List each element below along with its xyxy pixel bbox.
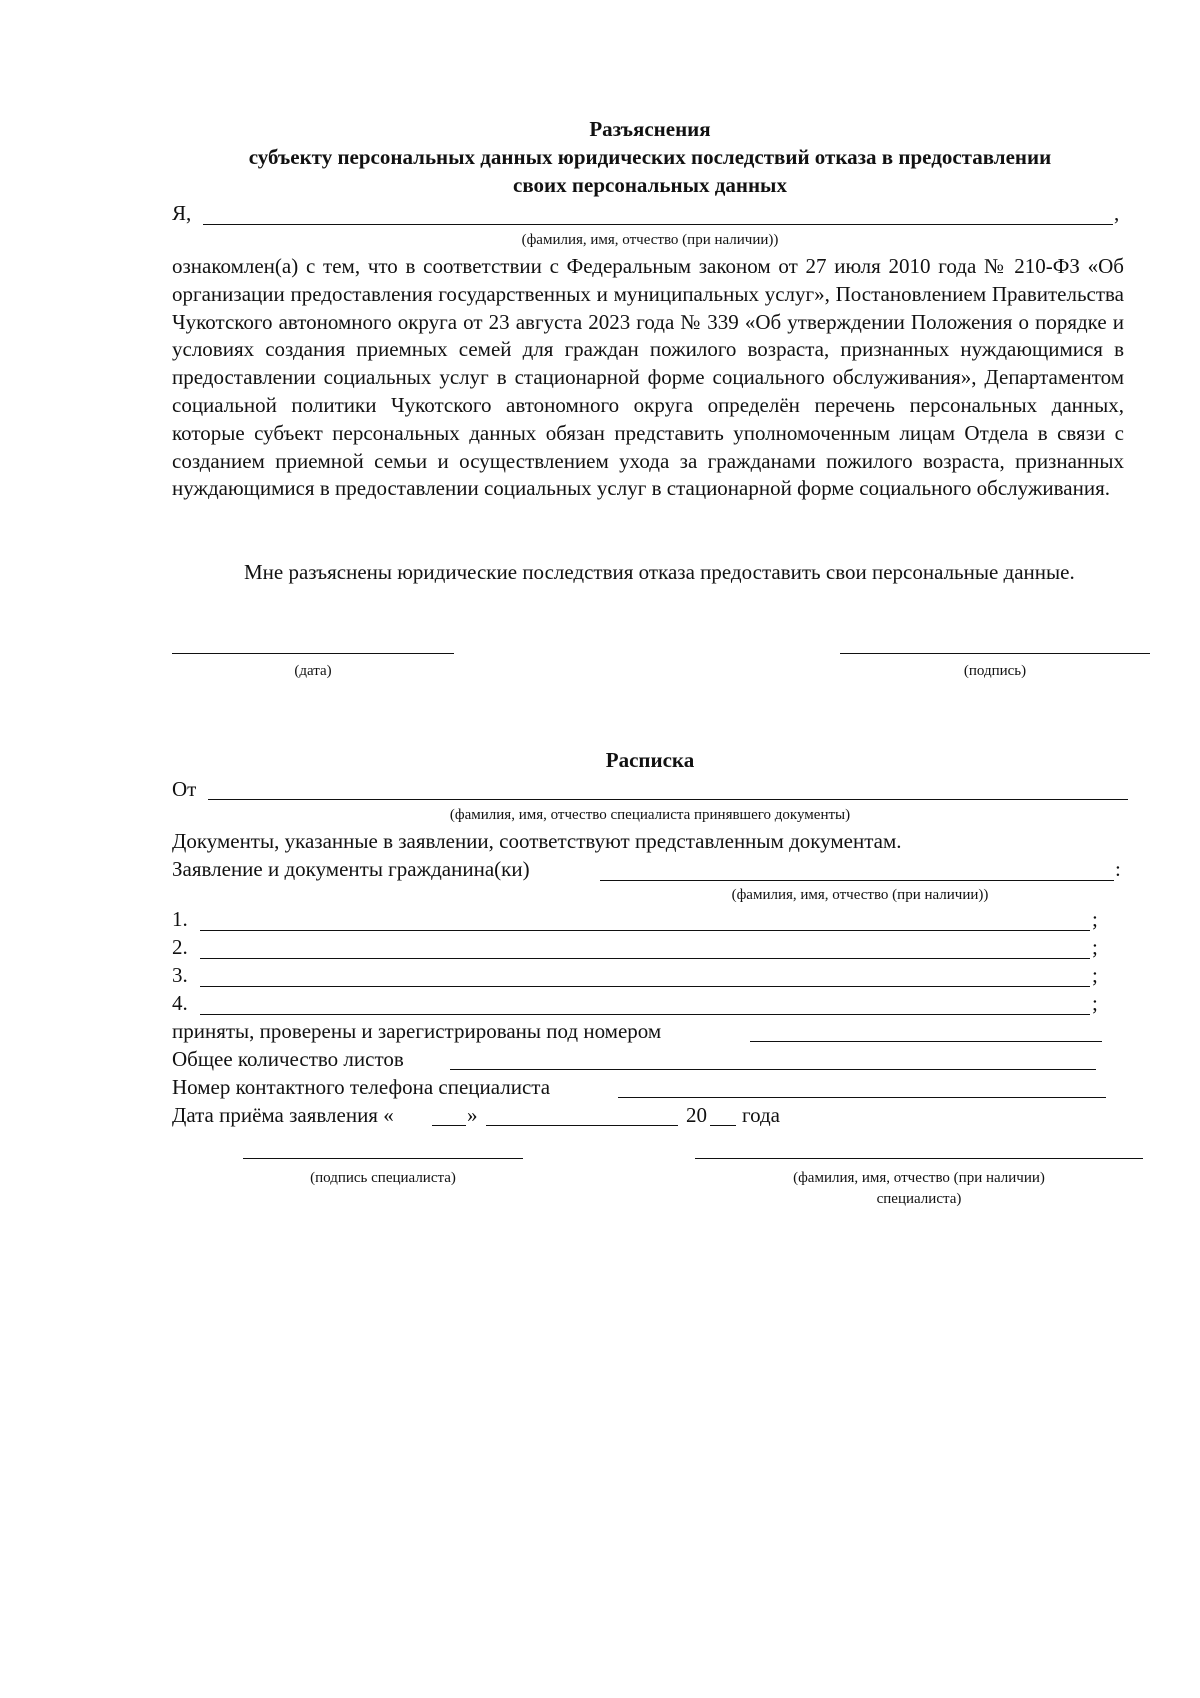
ya-comma: , <box>1114 201 1120 225</box>
specialist-fio-sign-line[interactable] <box>695 1158 1143 1159</box>
doc-item-line[interactable] <box>200 986 1090 987</box>
specialist-signature-line[interactable] <box>243 1158 523 1159</box>
phone-line[interactable] <box>618 1097 1106 1098</box>
explanation-subtitle-cont: своих персональных данных <box>513 173 787 197</box>
citizen-fio-line[interactable] <box>600 880 1114 881</box>
specialist-caption: (фамилия, имя, отчество специалиста принявшего документы) <box>449 807 851 823</box>
doc-item-line[interactable] <box>200 930 1090 931</box>
citizen-label: Заявление и документы гражданина(ки) <box>172 857 530 881</box>
receipt-title: Расписка <box>605 748 695 772</box>
fio-input-line[interactable] <box>203 224 1113 225</box>
doc-item-end: ; <box>1092 963 1098 987</box>
explanation-title: Разъяснения <box>589 117 711 141</box>
explanation-paragraph: ознакомлен(а) с тем, что в соответствии с Федеральным законом от 27 июля 2010 года № 210-ФЗ «Об организации предоставления государственных и муниципальных услуг», Постановлением Правительства Чукотского автономного округа от 23 августа 2023 года № 339 «Об утверждении Положения о порядке и условиях создания приемных семей для граждан пожилого возраста, признанных нуждающимися в предоставлении социальных услуг в стационарной форме социального обслуживания», Департаментом социальной политики Чукотского автономного округа определён перечень персональных данных, которые субъект персональных данных обязан представить уполномоченным лицам Отдела в связи с созданием приемной семьи и осуществлением ухода за гражданами пожилого возраста, признанных нуждающимися в предоставлении социальных услуг в стационарной форме социального обслуживания. <box>172 254 1124 501</box>
doc-item-number: 4. <box>172 991 188 1015</box>
citizen-colon: : <box>1115 857 1121 881</box>
day-line[interactable] <box>432 1125 466 1126</box>
specialist-fio-caption-cont: специалиста) <box>876 1191 962 1207</box>
phone-label: Номер контактного телефона специалиста <box>172 1075 551 1099</box>
date-quote-close: » <box>467 1103 478 1127</box>
ya-label: Я, <box>172 201 192 225</box>
registered-label: приняты, проверены и зарегистрированы под номером <box>172 1019 662 1043</box>
doc-item-end: ; <box>1092 991 1098 1015</box>
specialist-signature-caption: (подпись специалиста) <box>310 1170 456 1186</box>
doc-item-end: ; <box>1092 907 1098 931</box>
doc-item-end: ; <box>1092 935 1098 959</box>
explanation-subtitle: субъекту персональных данных юридических последствий отказа в предоставлении <box>248 145 1052 169</box>
explanation-paragraph-2: Мне разъяснены юридические последствия отказа предоставить свои персональные данные. <box>244 560 1075 584</box>
sheets-count-line[interactable] <box>450 1069 1096 1070</box>
date-received-label: Дата приёма заявления « <box>172 1103 394 1127</box>
month-line[interactable] <box>486 1125 678 1126</box>
specialist-fio-line[interactable] <box>208 799 1128 800</box>
signature-caption: (подпись) <box>963 663 1027 679</box>
doc-item-number: 2. <box>172 935 188 959</box>
citizen-caption: (фамилия, имя, отчество (при наличии)) <box>731 887 989 903</box>
date-caption: (дата) <box>294 663 332 679</box>
doc-item-line[interactable] <box>200 1014 1090 1015</box>
doc-item-number: 1. <box>172 907 188 931</box>
registration-number-line[interactable] <box>750 1041 1102 1042</box>
year-word: года <box>742 1103 780 1127</box>
year-line[interactable] <box>710 1125 736 1126</box>
signature-line[interactable] <box>840 653 1150 654</box>
sheets-label: Общее количество листов <box>172 1047 404 1071</box>
doc-item-number: 3. <box>172 963 188 987</box>
date-line[interactable] <box>172 653 454 654</box>
specialist-fio-caption: (фамилия, имя, отчество (при наличии) <box>793 1170 1045 1186</box>
from-label: От <box>172 777 197 801</box>
doc-item-line[interactable] <box>200 958 1090 959</box>
fio-caption: (фамилия, имя, отчество (при наличии)) <box>521 232 779 248</box>
docs-conform-line: Документы, указанные в заявлении, соответствуют представленным документам. <box>172 829 902 853</box>
year-prefix: 20 <box>686 1103 707 1127</box>
